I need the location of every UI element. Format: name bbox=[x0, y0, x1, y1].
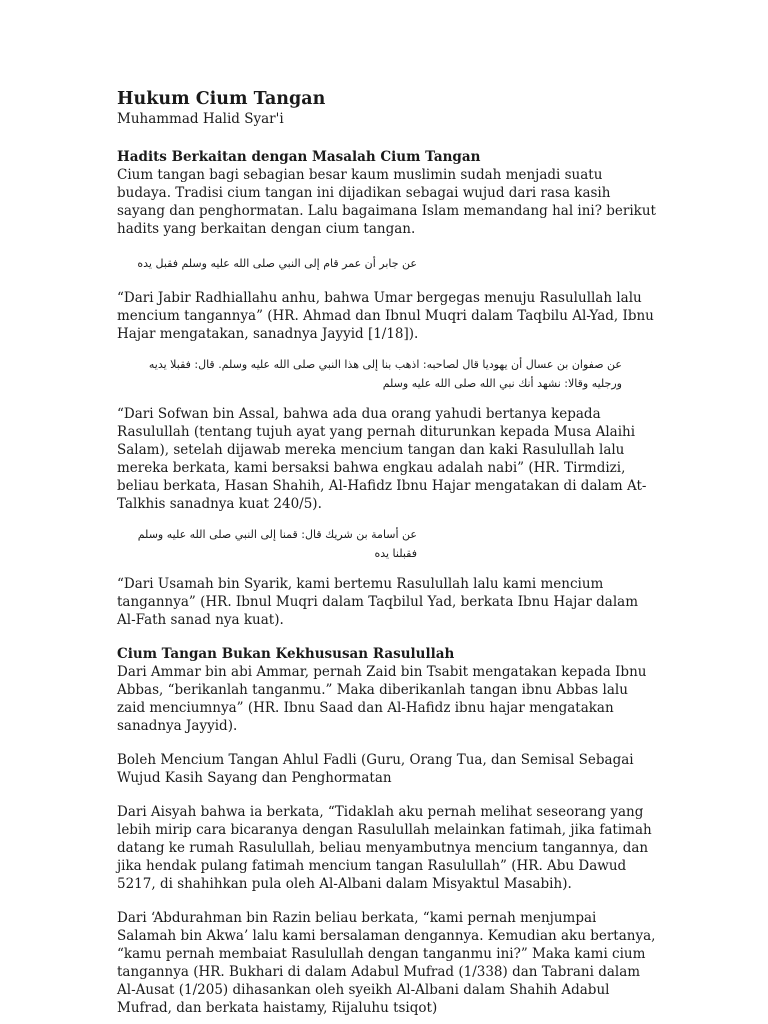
intro-paragraph: Cium tangan bagi sebagian besar kaum muslimin sudah menjadi suatu budaya. Tradisi cium tangan ini dijadikan sebagai wujud dari rasa kasih sayang dan penghormatan. Lalu bagaimana Islam memandang hal ini? berikut hadits yang berkaitan dengan cium tangan. bbox=[117, 167, 656, 237]
arabic-hadith-usamah: عن أسامة بن شريك قال: قمنا إلى النبي صلى الله عليه وسلم فقبلنا يده bbox=[137, 528, 417, 560]
spacer bbox=[117, 563, 657, 575]
spacer bbox=[117, 629, 657, 645]
paragraph-ammar: Dari Ammar bin abi Ammar, pernah Zaid bin Tsabit mengatakan kepada Ibnu Abbas, “berikanlah tanganmu.” Maka diberikanlah tangan ibnu Abbas lalu zaid menciumnya” (HR. Ibnu Saad dan Al-Hafidz ibnu hajar mengatakan sanadnya Jayyid). bbox=[117, 664, 647, 734]
document-title: Hukum Cium Tangan bbox=[117, 89, 326, 109]
arabic-block-1 bbox=[117, 254, 417, 273]
quote-jabir: “Dari Jabir Radhiallahu anhu, bahwa Umar bergegas menuju Rasulullah lalu mencium tangannya” (HR. Ahmad dan Ibnul Muqri dalam Taqbilu Al-Yad, Ibnu Hajar mengatakan, sanadnya Jayyid [1/18]). bbox=[117, 290, 654, 342]
spacer bbox=[117, 893, 657, 909]
spacer bbox=[117, 735, 657, 751]
spacer bbox=[117, 273, 657, 289]
spacer bbox=[117, 343, 657, 355]
quote-sofwan: “Dari Sofwan bin Assal, bahwa ada dua orang yahudi bertanya kepada Rasulullah (tentang tujuh ayat yang pernah diturunkan kepada Musa Alaihi Salam), setelah dijawab mereka mencium tangan dan kaki Rasulullah lalu mereka berkata, kami bersaksi bahwa engkau adalah nabi” (HR. Tirmdizi, beliau berkata, Hasan Shahih, Al-Hafidz Ibnu Hajar mengatakan di dalam At-Talkhis sanadnya kuat 240/5). bbox=[117, 406, 647, 512]
document-author: Muhammad Halid Syar'i bbox=[117, 111, 284, 127]
paragraph-aisyah: Dari Aisyah bahwa ia berkata, “Tidaklah aku pernah melihat seseorang yang lebih mirip cara bicaranya dengan Rasulullah melainkan fatimah, jika fatimah datang ke rumah Rasulullah, beliau menyambutnya mencium tangannya, dan jika hendak pulang fatimah mencium tangan Rasulullah” (HR. Abu Dawud 5217, di shahihkan pula oleh Al-Albani dalam Misyaktul Masabih). bbox=[117, 804, 652, 892]
arabic-hadith-jabir: عن جابر أن عمر قام إلى النبي صلى الله عليه وسلم فقبل يده bbox=[137, 257, 417, 270]
arabic-block-2 bbox=[117, 355, 622, 393]
section-heading-bukan-kekhususan: Cium Tangan Bukan Kekhususan Rasulullah bbox=[117, 646, 455, 662]
paragraph-abdurahman: Dari ‘Abdurahman bin Razin beliau berkata, “kami pernah menjumpai Salamah bin Akwa’ lalu kami bersalaman dengannya. Kemudian aku bertanya, “kamu pernah membaiat Rasulullah dengan tanganmu ini?” Maka kami cium tangannya (HR. Bukhari di dalam Adabul Mufrad (1/338) dan Tabrani dalam Al-Ausat (1/205) dihasankan oleh syeikh Al-Albani dalam Shahih Adabul Mufrad, dan berkata haistamy, Rijaluhu tsiqot) bbox=[117, 910, 656, 1016]
arabic-hadith-sofwan: عن صفوان بن عسال أن يهوديا قال لصاحبه: اذهب بنا إلى هذا النبي صلى الله عليه وسلم. قال: فقبلا يديه ورجليه وقالا: نشهد أنك نبي الله صلى الله عليه وسلم bbox=[148, 358, 622, 390]
section-heading-hadits: Hadits Berkaitan dengan Masalah Cium Tangan bbox=[117, 149, 481, 165]
spacer bbox=[117, 513, 657, 525]
document-page bbox=[117, 88, 657, 1017]
spacer bbox=[117, 393, 657, 405]
quote-usamah: “Dari Usamah bin Syarik, kami bertemu Rasulullah lalu kami mencium tangannya” (HR. Ibnul Muqri dalam Taqbilul Yad, berkata Ibnu Hajar dalam Al-Fath sanad nya kuat). bbox=[117, 576, 639, 628]
arabic-block-3 bbox=[117, 525, 417, 563]
paragraph-ahlul-fadli: Boleh Mencium Tangan Ahlul Fadli (Guru, Orang Tua, dan Semisal Sebagai Wujud Kasih Sayang dan Penghormatan bbox=[117, 752, 634, 786]
spacer bbox=[117, 787, 657, 803]
spacer bbox=[117, 238, 657, 254]
